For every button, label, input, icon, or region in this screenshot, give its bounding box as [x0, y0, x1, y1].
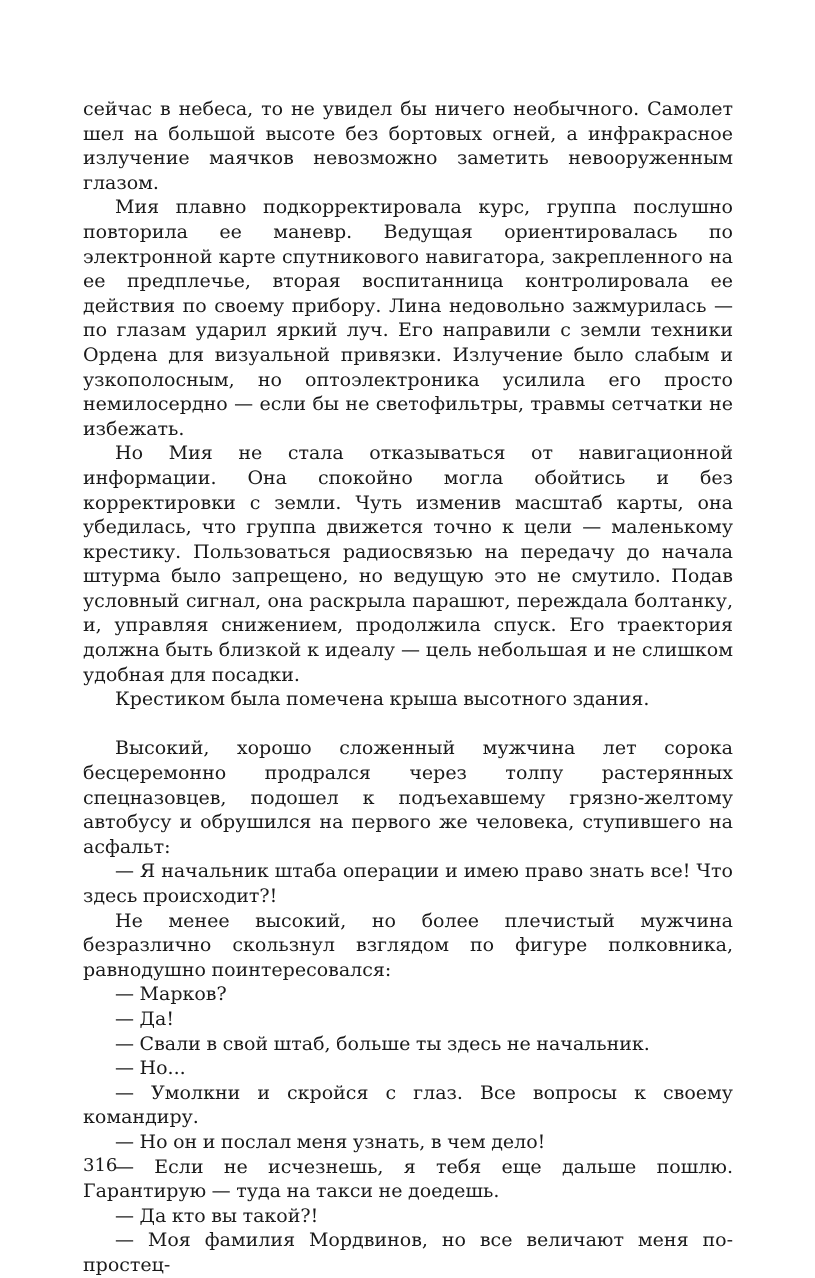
dialogue-line: — Если не исчезнешь, я тебя еще дальше пошлю. Гарантирую — туда на такси не доедешь. — [83, 1155, 733, 1203]
paragraph: Но Мия не стала отказываться от навигационной информации. Она спокойно могла обойтись и без корректировки с земли. Чуть изменив масштаб карты, она убедилась, что группа движется точно к цели — маленькому крестику. Пользоваться радиосвязью на передачу до начала штурма было запрещено, но ведущую это не смутило. Подав условный сигнал, она раскрыла парашют, переждала болтанку, и, управляя снижением, продолжила спуск. Его траектория должна быть близкой к идеалу — цель небольшая и не слишком удобная для посадки. — [83, 442, 733, 686]
dialogue-line: — Но... — [115, 1057, 186, 1080]
dialogue-line: — Я начальник штаба операции и имею право знать все! Что здесь происходит?! — [83, 860, 733, 907]
dialogue-line: — Свали в свой штаб, больше ты здесь не начальник. — [115, 1032, 650, 1055]
paragraph: Крестиком была помечена крыша высотного здания. — [115, 688, 650, 711]
dialogue-line: — Умолкни и скройся с глаз. Все вопросы к своему командиру. — [83, 1081, 733, 1129]
dialogue-line: — Но он и послал меня узнать, в чем дело! — [115, 1130, 546, 1153]
paragraph: сейчас в небеса, то не увидел бы ничего необычного. Самолет шел на большой высоте без бортовых огней, а инфракрасное излучение маячков невозможно заметить невооруженным глазом. — [83, 98, 733, 194]
scene-break — [83, 712, 733, 737]
dialogue-line: — Да кто вы такой?! — [115, 1204, 319, 1227]
book-page-text — [83, 97, 733, 1278]
paragraph: Не менее высокий, но более плечистый мужчина безразлично скользнул взглядом по фигуре полковника, равнодушно поинтересовался: — [83, 909, 733, 981]
dialogue-line: — Марков? — [115, 983, 227, 1006]
dialogue-line: — Да! — [115, 1007, 174, 1030]
paragraph: Высокий, хорошо сложенный мужчина лет сорока бесцеремонно продрался через толпу растерянных спецназовцев, подошел к подъехавшему грязно-желтому автобусу и обрушился на первого же человека, ступившего на асфальт: — [83, 737, 733, 858]
page-number: 316 — [83, 1155, 118, 1176]
paragraph: Мия плавно подкорректировала курс, группа послушно повторила ее маневр. Ведущая ориентировалась по электронной карте спутникового навигатора, закрепленного на ее предплечье, вторая воспитанница контролировала ее действия по своему прибору. Лина недовольно зажмурилась — по глазам ударил яркий луч. Его направили с земли техники Ордена для визуальной привязки. Излучение было слабым и узкополосным, но оптоэлектроника усилила его просто немилосердно — если бы не светофильтры, травмы сетчатки не избежать. — [83, 196, 733, 440]
dialogue-line: — Моя фамилия Мордвинов, но все величают меня по-простец- — [83, 1229, 733, 1276]
